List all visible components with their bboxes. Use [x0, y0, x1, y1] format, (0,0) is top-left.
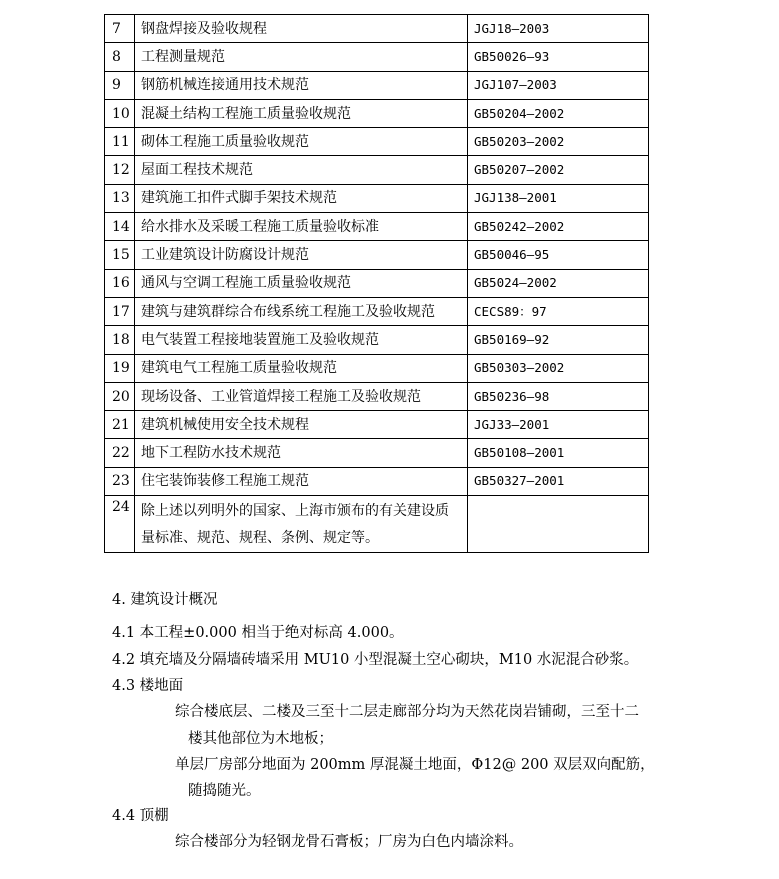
- paragraph-4-4-heading: 4.4 顶棚: [112, 808, 169, 824]
- standard-code: GB50169—92: [468, 326, 649, 354]
- paragraph-4-3-b-line2: 随捣随光。: [188, 783, 261, 799]
- standard-code: JGJ18—2003: [468, 15, 649, 43]
- standard-code: JGJ138—2001: [468, 184, 649, 212]
- table-row: [105, 496, 649, 553]
- table-row: [105, 128, 649, 156]
- table-row: [105, 354, 649, 382]
- row-number: 24: [105, 496, 135, 553]
- standard-code: [468, 496, 649, 553]
- standard-name: 除上述以列明外的国家、上海市颁布的有关建设质量标准、规范、规程、条例、规定等。: [135, 496, 468, 553]
- paragraph-4-3-a-line1: 综合楼底层、二楼及三至十二层走廊部分均为天然花岗岩铺砌，三至十二: [175, 704, 639, 720]
- row-number: 23: [105, 467, 135, 495]
- standard-name: 工业建筑设计防腐设计规范: [135, 241, 468, 269]
- paragraph-4-3-b-line1: 单层厂房部分地面为 200mm 厚混凝土地面，Φ12@ 200 双层双向配筋，: [175, 757, 655, 773]
- standard-name: 电气装置工程接地装置施工及验收规范: [135, 326, 468, 354]
- paragraph-4-1: 4.1 本工程±0.000 相当于绝对标高 4.000。: [112, 625, 404, 641]
- table-row: [105, 382, 649, 410]
- paragraph-4-2: 4.2 填充墙及分隔墙砖墙采用 MU10 小型混凝土空心砌块，M10 水泥混合砂浆。: [112, 652, 639, 668]
- row-number: 12: [105, 156, 135, 184]
- table-row: [105, 71, 649, 99]
- standard-code: GB50203—2002: [468, 128, 649, 156]
- standard-code: GB50108—2001: [468, 439, 649, 467]
- standard-code: GB50046—95: [468, 241, 649, 269]
- standard-name: 砌体工程施工质量验收规范: [135, 128, 468, 156]
- table-row: [105, 184, 649, 212]
- row-number: 13: [105, 184, 135, 212]
- table-row: [105, 15, 649, 43]
- table-row: [105, 297, 649, 325]
- row-number: 10: [105, 99, 135, 127]
- standard-code: GB5024—2002: [468, 269, 649, 297]
- paragraph-4-3-a-line2: 楼其他部位为木地板；: [188, 731, 333, 747]
- table-row: [105, 411, 649, 439]
- standard-name: 住宅装饰装修工程施工规范: [135, 467, 468, 495]
- standard-name: 给水排水及采暖工程施工质量验收标准: [135, 213, 468, 241]
- row-number: 11: [105, 128, 135, 156]
- row-number: 8: [105, 43, 135, 71]
- row-number: 16: [105, 269, 135, 297]
- table-row: [105, 156, 649, 184]
- standard-code: GB50204—2002: [468, 99, 649, 127]
- standard-code: JGJ33—2001: [468, 411, 649, 439]
- standard-code: GB50303—2002: [468, 354, 649, 382]
- standard-code: CECS89：97: [468, 297, 649, 325]
- standard-code: GB50207—2002: [468, 156, 649, 184]
- row-number: 18: [105, 326, 135, 354]
- table-row: [105, 213, 649, 241]
- section-heading-4: 4. 建筑设计概况: [112, 592, 218, 608]
- standards-table: [104, 14, 649, 553]
- standard-name: 通风与空调工程施工质量验收规范: [135, 269, 468, 297]
- paragraph-4-3-heading: 4.3 楼地面: [112, 678, 184, 694]
- standard-code: JGJ107—2003: [468, 71, 649, 99]
- table-row: [105, 241, 649, 269]
- table-row: [105, 467, 649, 495]
- standard-name: 混凝土结构工程施工质量验收规范: [135, 99, 468, 127]
- row-number: 17: [105, 297, 135, 325]
- standard-name: 地下工程防水技术规范: [135, 439, 468, 467]
- table-row: [105, 326, 649, 354]
- standard-name: 屋面工程技术规范: [135, 156, 468, 184]
- row-number: 7: [105, 15, 135, 43]
- standard-code: GB50327—2001: [468, 467, 649, 495]
- standard-name: 建筑与建筑群综合布线系统工程施工及验收规范: [135, 297, 468, 325]
- row-number: 15: [105, 241, 135, 269]
- standards-table-body: [105, 15, 649, 553]
- table-row: [105, 43, 649, 71]
- standard-name: 建筑机械使用安全技术规程: [135, 411, 468, 439]
- standard-name: 建筑施工扣件式脚手架技术规范: [135, 184, 468, 212]
- standard-name: 工程测量规范: [135, 43, 468, 71]
- row-number: 21: [105, 411, 135, 439]
- row-number: 19: [105, 354, 135, 382]
- row-number: 9: [105, 71, 135, 99]
- table-row: [105, 269, 649, 297]
- standard-name: 钢筋机械连接通用技术规范: [135, 71, 468, 99]
- standard-name: 钢盘焊接及验收规程: [135, 15, 468, 43]
- table-row: [105, 99, 649, 127]
- table-row: [105, 439, 649, 467]
- standard-name: 建筑电气工程施工质量验收规范: [135, 354, 468, 382]
- standard-code: GB50236—98: [468, 382, 649, 410]
- standard-code: GB50242—2002: [468, 213, 649, 241]
- standard-name: 现场设备、工业管道焊接工程施工及验收规范: [135, 382, 468, 410]
- paragraph-4-4-a: 综合楼部分为轻钢龙骨石膏板；厂房为白色内墙涂料。: [175, 834, 523, 850]
- row-number: 14: [105, 213, 135, 241]
- row-number: 20: [105, 382, 135, 410]
- row-number: 22: [105, 439, 135, 467]
- standard-code: GB50026—93: [468, 43, 649, 71]
